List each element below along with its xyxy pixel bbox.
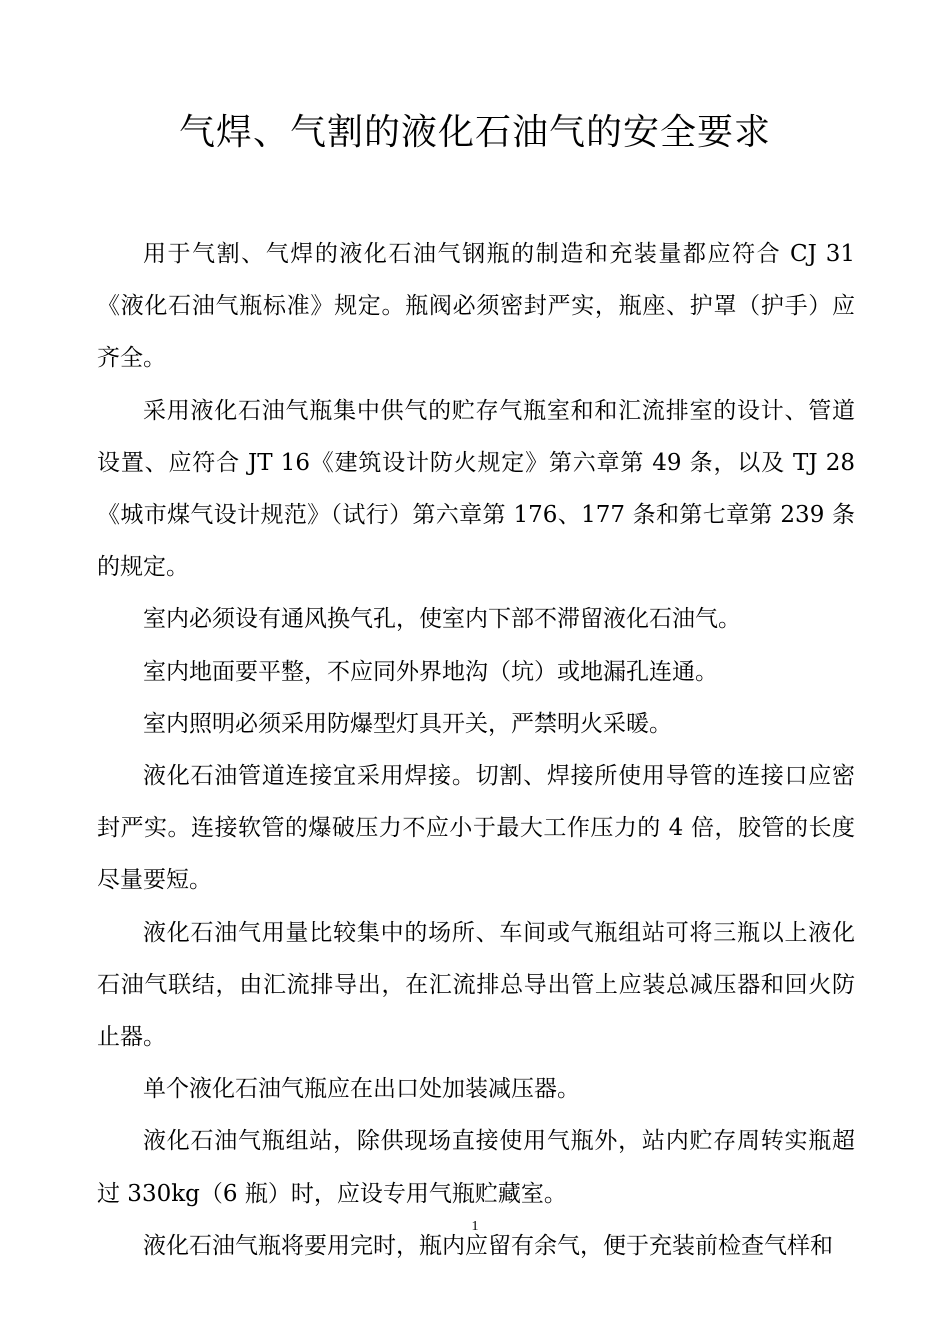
paragraph-cylinder-standard: 用于气割、气焊的液化石油气钢瓶的制造和充装量都应符合 CJ 31《液化石油气瓶标准》规定。瓶阀必须密封严实，瓶座、护罩（护手）应齐全。 (97, 241, 855, 372)
paragraph-pipe-connection: 液化石油管道连接宜采用焊接。切割、焊接所使用导管的连接口应密封严实。连接软管的爆破压力不应小于最大工作压力的 4 倍，胶管的长度尽量要短。 (97, 763, 855, 894)
paragraph-floor: 室内地面要平整，不应同外界地沟（坑）或地漏孔连通。 (143, 658, 718, 685)
paragraph-ventilation: 室内必须设有通风换气孔，使室内下部不滞留液化石油气。 (143, 606, 741, 633)
paragraph-single-cylinder-regulator: 单个液化石油气瓶应在出口处加装减压器。 (143, 1076, 580, 1103)
page-number: 1 (471, 1219, 479, 1234)
document-title: 气焊、气割的液化石油气的安全要求 (178, 112, 771, 153)
paragraph-storage-room-design: 采用液化石油气瓶集中供气的贮存气瓶室和和汇流排室的设计、管道设置、应符合 JT 16《建筑设计防火规定》第六章第 49 条，以及 TJ 28《城市煤气设计规范》（试行）第六章第 176、177 条和第七章第 239 条的规定。 (97, 397, 855, 581)
document-body (97, 228, 855, 1272)
paragraph-cylinder-station: 液化石油气瓶组站，除供现场直接使用气瓶外，站内贮存周转实瓶超过 330kg（6 瓶）时，应设专用气瓶贮藏室。 (97, 1128, 855, 1207)
paragraph-manifold: 液化石油气用量比较集中的场所、车间或气瓶组站可将三瓶以上液化石油气联结，由汇流排导出，在汇流排总导出管上应装总减压器和回火防止器。 (97, 919, 855, 1051)
paragraph-lighting: 室内照明必须采用防爆型灯具开关，严禁明火采暖。 (143, 710, 672, 737)
paragraph-residual-gas: 液化石油气瓶将要用完时，瓶内应留有余气，便于充装前检查气样和 (143, 1232, 833, 1259)
